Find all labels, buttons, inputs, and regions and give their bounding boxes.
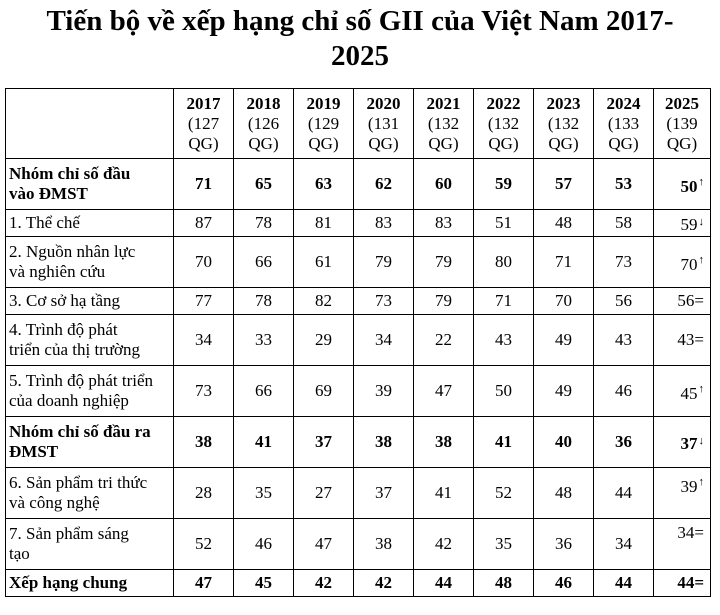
rank-value: 71 — [495, 291, 512, 310]
rank-cell-2022 — [474, 315, 534, 366]
rank-cell-2017 — [174, 210, 234, 237]
rank-cell-2021 — [414, 159, 474, 210]
rank-cell-2020 — [354, 417, 414, 468]
rank-cell-2022 — [474, 519, 534, 570]
header-country-unit: QG) — [428, 133, 459, 153]
header-year-label: 2019 — [306, 93, 341, 113]
header-country-unit: QG) — [308, 133, 339, 153]
rank-cell-2020 — [354, 366, 414, 417]
table-row — [6, 237, 711, 288]
row-label-line: ĐMST — [9, 442, 59, 461]
row-label-line: tạo — [9, 544, 30, 563]
header-year-label: 2021 — [426, 93, 461, 113]
rank-cell-2022 — [474, 237, 534, 288]
header-country-unit: QG) — [248, 133, 279, 153]
rank-value: 34 — [375, 330, 392, 349]
rank-value: 45 — [680, 383, 698, 403]
rank-cell-2025 — [654, 315, 711, 366]
rank-cell-2018 — [234, 519, 294, 570]
rank-cell-2023 — [534, 159, 594, 210]
table-row — [6, 366, 711, 417]
rank-cell-2019 — [294, 159, 354, 210]
header-country-unit: QG) — [188, 133, 219, 153]
rank-cell-2021 — [414, 315, 474, 366]
rank-cell-2025 — [654, 159, 711, 210]
rank-cell-2017 — [174, 366, 234, 417]
rank-cell-2024 — [594, 468, 654, 519]
rank-value: 48 — [495, 573, 512, 592]
header-country-unit: QG) — [608, 133, 639, 153]
table-row — [6, 468, 711, 519]
rank-cell-2025 — [654, 288, 711, 315]
rank-value: 60 — [435, 174, 452, 193]
rank-value: 22 — [435, 330, 452, 349]
rank-value: 48 — [555, 483, 572, 502]
rank-cell-2023 — [534, 315, 594, 366]
header-year-2021 — [414, 89, 474, 159]
rank-cell-2020 — [354, 288, 414, 315]
rank-cell-2017 — [174, 237, 234, 288]
rank-value: 71 — [195, 174, 212, 193]
rank-value: 61 — [315, 252, 332, 271]
page-title — [0, 4, 720, 74]
header-country-unit: QG) — [368, 133, 399, 153]
header-year-label: 2020 — [366, 93, 401, 113]
down-arrow-icon: ↓ — [698, 434, 704, 447]
title-line-2: 2025 — [331, 40, 389, 72]
rank-value: 27 — [315, 483, 332, 502]
rank-cell-2024 — [594, 570, 654, 597]
rank-value: 49 — [555, 330, 572, 349]
table-row — [6, 570, 711, 597]
row-label — [6, 159, 174, 210]
rank-cell-2021 — [414, 468, 474, 519]
rank-cell-2019 — [294, 417, 354, 468]
rank-cell-2021 — [414, 210, 474, 237]
up-arrow-icon: ↑ — [698, 382, 704, 395]
rank-value: 80 — [495, 252, 512, 271]
rank-value: 56 — [615, 291, 632, 310]
rank-value: 42 — [315, 573, 332, 592]
rank-cell-2023 — [534, 210, 594, 237]
rank-cell-2018 — [234, 570, 294, 597]
header-country-count: (132 — [547, 113, 580, 133]
rank-cell-2023 — [534, 366, 594, 417]
rank-cell-2024 — [594, 519, 654, 570]
rank-value: 78 — [255, 291, 272, 310]
rank-cell-2022 — [474, 159, 534, 210]
rank-value: 73 — [615, 252, 632, 271]
rank-value: 37 — [315, 432, 332, 451]
rank-value: 40 — [555, 432, 572, 451]
rank-cell-2019 — [294, 315, 354, 366]
rank-cell-2017 — [174, 159, 234, 210]
row-label-line: Nhóm chỉ số đầu — [9, 164, 131, 183]
rank-cell-2023 — [534, 519, 594, 570]
rank-value: 47 — [435, 381, 452, 400]
rank-value: 52 — [195, 534, 212, 553]
table-row — [6, 288, 711, 315]
rank-value: 34 — [615, 534, 632, 553]
rank-cell-2018 — [234, 159, 294, 210]
rank-value: 41 — [495, 432, 512, 451]
rank-cell-2021 — [414, 519, 474, 570]
rank-cell-2022 — [474, 366, 534, 417]
row-label — [6, 315, 174, 366]
row-label-line: của doanh nghiệp — [9, 391, 129, 410]
rank-value: 83 — [435, 213, 452, 232]
rank-value: 79 — [375, 252, 392, 271]
header-country-count: (131 — [367, 113, 400, 133]
rank-value: 78 — [255, 213, 272, 232]
rank-cell-2021 — [414, 366, 474, 417]
rank-value: 28 — [195, 483, 212, 502]
header-country-unit: QG) — [488, 133, 519, 153]
rank-value: 66 — [255, 252, 272, 271]
rank-value: 73 — [195, 381, 212, 400]
rank-value: 36 — [555, 534, 572, 553]
header-year-label: 2022 — [486, 93, 521, 113]
rank-cell-2018 — [234, 315, 294, 366]
header-year-2018 — [234, 89, 294, 159]
row-label-line: 4. Trình độ phát — [9, 320, 118, 339]
rank-cell-2019 — [294, 468, 354, 519]
header-label-cell — [6, 89, 174, 159]
rank-cell-2022 — [474, 417, 534, 468]
header-row — [6, 89, 711, 159]
row-label — [6, 417, 174, 468]
up-arrow-icon: ↑ — [698, 476, 704, 488]
row-label — [6, 519, 174, 570]
header-year-label: 2024 — [606, 93, 641, 113]
rank-cell-2024 — [594, 210, 654, 237]
rank-value: 46 — [615, 381, 632, 400]
rank-value: 38 — [195, 432, 212, 451]
rank-cell-2017 — [174, 315, 234, 366]
header-country-count: (133 — [607, 113, 640, 133]
rank-cell-2021 — [414, 288, 474, 315]
rank-value: 41 — [255, 432, 272, 451]
rank-cell-2018 — [234, 288, 294, 315]
header-country-unit: QG) — [666, 133, 698, 153]
rank-value: 46 — [555, 573, 572, 592]
rank-value: 35 — [255, 483, 272, 502]
row-label-line: 7. Sản phẩm sáng — [9, 524, 129, 543]
header-year-2023 — [534, 89, 594, 159]
header-year-label: 2018 — [246, 93, 281, 113]
rank-value: 34 — [677, 523, 695, 542]
row-label — [6, 288, 174, 315]
rank-value: 66 — [255, 381, 272, 400]
rank-cell-2018 — [234, 468, 294, 519]
header-year-2017 — [174, 89, 234, 159]
rank-cell-2025 — [654, 210, 711, 237]
header-year-2025 — [654, 89, 711, 159]
row-label — [6, 237, 174, 288]
header-year-label: 2023 — [546, 93, 581, 113]
rank-value: 58 — [615, 213, 632, 232]
rank-cell-2025 — [654, 417, 711, 468]
rank-value: 44 — [615, 573, 632, 592]
rank-value: 44 — [677, 573, 695, 592]
rank-value: 36 — [615, 432, 632, 451]
rank-value: 79 — [435, 252, 452, 271]
rank-value: 83 — [375, 213, 392, 232]
title-line-1: Tiến bộ về xếp hạng chỉ số GII của Việt Nam 2017- — [46, 5, 674, 37]
rank-cell-2018 — [234, 210, 294, 237]
rank-cell-2023 — [534, 417, 594, 468]
rank-value: 69 — [315, 381, 332, 400]
up-arrow-icon: ↑ — [698, 253, 704, 266]
equal-trend-icon: = — [694, 573, 704, 592]
rank-cell-2021 — [414, 570, 474, 597]
rank-value: 51 — [495, 213, 512, 232]
header-country-count: (139 — [666, 113, 698, 133]
rank-value: 63 — [315, 174, 332, 193]
row-label — [6, 570, 174, 597]
row-label-line: 3. Cơ sở hạ tầng — [9, 291, 120, 310]
equal-trend-icon: = — [694, 523, 704, 542]
row-label-line: 1. Thể chế — [9, 213, 80, 232]
header-country-count: (129 — [307, 113, 340, 133]
rank-value: 59 — [495, 174, 512, 193]
rank-value: 70 — [195, 252, 212, 271]
rank-cell-2018 — [234, 366, 294, 417]
header-year-2020 — [354, 89, 414, 159]
row-label — [6, 468, 174, 519]
table-row — [6, 315, 711, 366]
rank-cell-2024 — [594, 288, 654, 315]
rank-value: 45 — [255, 573, 272, 592]
rank-cell-2024 — [594, 237, 654, 288]
rank-cell-2019 — [294, 570, 354, 597]
rank-cell-2025 — [654, 237, 711, 288]
rank-cell-2024 — [594, 366, 654, 417]
header-country-count: (127 — [187, 113, 220, 133]
rank-cell-2020 — [354, 237, 414, 288]
rank-value: 42 — [375, 573, 392, 592]
rank-cell-2024 — [594, 417, 654, 468]
rank-value: 37 — [680, 433, 698, 453]
rank-value: 50 — [495, 381, 512, 400]
rank-cell-2023 — [534, 570, 594, 597]
rank-cell-2018 — [234, 237, 294, 288]
rank-value: 34 — [195, 330, 212, 349]
rank-value: 43 — [677, 330, 695, 349]
row-label-line: Nhóm chỉ số đầu ra — [9, 422, 151, 441]
rank-value: 56 — [677, 291, 695, 310]
rank-cell-2019 — [294, 210, 354, 237]
rank-value: 53 — [615, 174, 632, 193]
rank-cell-2022 — [474, 210, 534, 237]
rank-cell-2023 — [534, 288, 594, 315]
rank-value: 33 — [255, 330, 272, 349]
rank-value: 46 — [255, 534, 272, 553]
rank-cell-2020 — [354, 315, 414, 366]
rank-value: 41 — [435, 483, 452, 502]
rank-value: 82 — [315, 291, 332, 310]
rank-cell-2017 — [174, 519, 234, 570]
rank-value: 70 — [680, 254, 698, 274]
up-arrow-icon: ↑ — [698, 175, 704, 188]
rank-value: 81 — [315, 213, 332, 232]
rank-cell-2022 — [474, 468, 534, 519]
rank-value: 38 — [375, 432, 392, 451]
header-year-2024 — [594, 89, 654, 159]
header-country-count: (132 — [487, 113, 520, 133]
rank-value: 39 — [375, 381, 392, 400]
rank-cell-2022 — [474, 570, 534, 597]
rank-value: 70 — [555, 291, 572, 310]
row-label-line: 2. Nguồn nhân lực — [9, 242, 136, 261]
row-label-line: 5. Trình độ phát triển — [9, 371, 154, 390]
rank-cell-2020 — [354, 468, 414, 519]
row-label-line: vào ĐMST — [9, 184, 88, 203]
rank-value: 49 — [555, 381, 572, 400]
rank-value: 47 — [195, 573, 212, 592]
rank-cell-2025 — [654, 468, 711, 519]
header-year-label: 2025 — [665, 93, 699, 113]
row-label-line: 6. Sản phẩm tri thức — [9, 473, 148, 492]
rank-value: 71 — [555, 252, 572, 271]
rank-cell-2021 — [414, 417, 474, 468]
row-label-line: Xếp hạng chung — [9, 573, 128, 592]
header-year-2019 — [294, 89, 354, 159]
row-label-line: và công nghệ — [9, 493, 100, 512]
down-arrow-icon: ↓ — [698, 215, 704, 228]
rank-cell-2017 — [174, 417, 234, 468]
rank-cell-2025 — [654, 570, 711, 597]
header-country-count: (126 — [247, 113, 280, 133]
rank-value: 50 — [680, 176, 698, 196]
rank-value: 57 — [555, 174, 572, 193]
rank-value: 43 — [495, 330, 512, 349]
row-label — [6, 366, 174, 417]
rank-value: 42 — [435, 534, 452, 553]
rank-value: 77 — [195, 291, 212, 310]
rank-cell-2018 — [234, 417, 294, 468]
header-country-unit: QG) — [548, 133, 579, 153]
row-label-line: triển của thị trường — [9, 340, 141, 359]
table-row — [6, 159, 711, 210]
rank-value: 29 — [315, 330, 332, 349]
rank-cell-2020 — [354, 159, 414, 210]
rank-value: 44 — [435, 573, 452, 592]
header-year-label: 2017 — [186, 93, 221, 113]
rank-value: 43 — [615, 330, 632, 349]
rank-value: 59 — [680, 214, 698, 234]
rank-cell-2017 — [174, 570, 234, 597]
rank-value: 39 — [680, 477, 698, 496]
rank-cell-2024 — [594, 315, 654, 366]
rank-cell-2019 — [294, 519, 354, 570]
rank-cell-2020 — [354, 519, 414, 570]
rank-cell-2025 — [654, 366, 711, 417]
rank-value: 52 — [495, 483, 512, 502]
rank-cell-2025 — [654, 519, 711, 570]
rank-cell-2019 — [294, 288, 354, 315]
equal-trend-icon: = — [694, 291, 704, 310]
rank-cell-2019 — [294, 237, 354, 288]
rank-value: 44 — [615, 483, 632, 502]
rank-cell-2023 — [534, 237, 594, 288]
rank-cell-2017 — [174, 288, 234, 315]
rank-value: 65 — [255, 174, 272, 193]
rank-value: 73 — [375, 291, 392, 310]
rank-value: 35 — [495, 534, 512, 553]
rank-value: 38 — [435, 432, 452, 451]
rank-value: 48 — [555, 213, 572, 232]
gii-ranking-table — [5, 88, 711, 597]
row-label — [6, 210, 174, 237]
table-row — [6, 417, 711, 468]
rank-value: 79 — [435, 291, 452, 310]
rank-cell-2017 — [174, 468, 234, 519]
equal-trend-icon: = — [694, 330, 704, 349]
rank-cell-2024 — [594, 159, 654, 210]
row-label-line: và nghiên cứu — [9, 262, 106, 281]
header-country-count: (132 — [427, 113, 460, 133]
header-year-2022 — [474, 89, 534, 159]
table-row — [6, 519, 711, 570]
rank-value: 37 — [375, 483, 392, 502]
rank-cell-2020 — [354, 570, 414, 597]
rank-cell-2022 — [474, 288, 534, 315]
rank-cell-2023 — [534, 468, 594, 519]
rank-cell-2021 — [414, 237, 474, 288]
rank-value: 38 — [375, 534, 392, 553]
table-row — [6, 210, 711, 237]
rank-value: 87 — [195, 213, 212, 232]
rank-value: 47 — [315, 534, 332, 553]
rank-cell-2019 — [294, 366, 354, 417]
rank-value: 62 — [375, 174, 392, 193]
rank-cell-2020 — [354, 210, 414, 237]
